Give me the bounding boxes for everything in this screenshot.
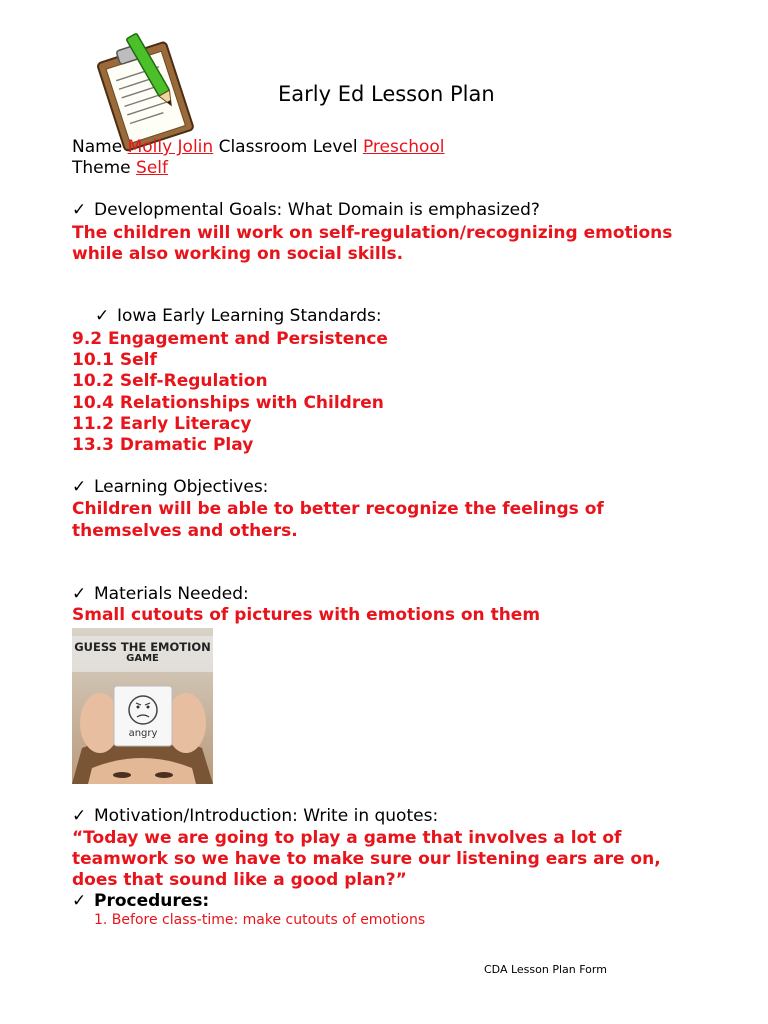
procedure-item: 1. Before class-time: make cutouts of emotions xyxy=(94,912,426,928)
theme-label: Theme xyxy=(72,158,131,178)
goals-heading-text: Developmental Goals: What Domain is emphasized? xyxy=(94,200,540,220)
goals-line-1: The children will work on self-regulation/recognizing emotions xyxy=(72,223,673,243)
goals-heading xyxy=(72,200,540,221)
objectives-heading xyxy=(72,477,268,498)
info-row xyxy=(72,137,445,158)
photo-title-line-1: GUESS THE EMOTION xyxy=(74,640,211,654)
materials-text: Small cutouts of pictures with emotions on them xyxy=(72,605,541,625)
standard-item: 9.2 Engagement and Persistence xyxy=(72,329,388,349)
photo-title-line-2: GAME xyxy=(126,653,159,664)
motivation-line-1: “Today we are going to play a game that involves a lot of xyxy=(72,828,622,848)
standard-item: 10.1 Self xyxy=(72,350,157,370)
objectives-line-2: themselves and others. xyxy=(72,521,298,541)
procedures-heading-text: Procedures: xyxy=(94,891,210,911)
checkmark-icon: ✓ xyxy=(72,477,87,497)
footer-text: CDA Lesson Plan Form xyxy=(484,963,607,976)
standard-item: 11.2 Early Literacy xyxy=(72,414,252,434)
name-label: Name xyxy=(72,137,123,157)
checkmark-icon: ✓ xyxy=(72,200,87,220)
standards-heading-text: Iowa Early Learning Standards: xyxy=(117,306,382,326)
name-value: Molly Jolin xyxy=(127,137,214,157)
emotion-game-photo xyxy=(72,628,213,784)
checkmark-icon: ✓ xyxy=(72,806,87,826)
clipboard-pencil-icon xyxy=(92,28,202,152)
objectives-line-1: Children will be able to better recognize the feelings of xyxy=(72,499,604,519)
page-title: Early Ed Lesson Plan xyxy=(278,82,495,106)
motivation-heading-text: Motivation/Introduction: Write in quotes: xyxy=(94,806,439,826)
motivation-line-3: does that sound like a good plan?” xyxy=(72,870,407,890)
photo-card-label: angry xyxy=(128,728,158,739)
checkmark-icon: ✓ xyxy=(95,306,110,326)
level-value: Preschool xyxy=(362,137,445,157)
standards-heading xyxy=(95,306,382,327)
materials-heading-text: Materials Needed: xyxy=(94,584,249,604)
theme-value: Self xyxy=(136,158,169,178)
level-label: Classroom Level xyxy=(218,137,358,157)
checkmark-icon: ✓ xyxy=(72,584,87,604)
objectives-heading-text: Learning Objectives: xyxy=(94,477,269,497)
checkmark-icon: ✓ xyxy=(72,891,87,911)
procedures-heading xyxy=(72,891,209,912)
materials-heading xyxy=(72,584,249,605)
motivation-heading xyxy=(72,806,438,827)
goals-line-2: while also working on social skills. xyxy=(72,244,404,264)
theme-row xyxy=(72,158,168,179)
standard-item: 13.3 Dramatic Play xyxy=(72,435,254,455)
standard-item: 10.4 Relationships with Children xyxy=(72,393,384,413)
motivation-line-2: teamwork so we have to make sure our listening ears are on, xyxy=(72,849,661,869)
standard-item: 10.2 Self-Regulation xyxy=(72,371,268,391)
